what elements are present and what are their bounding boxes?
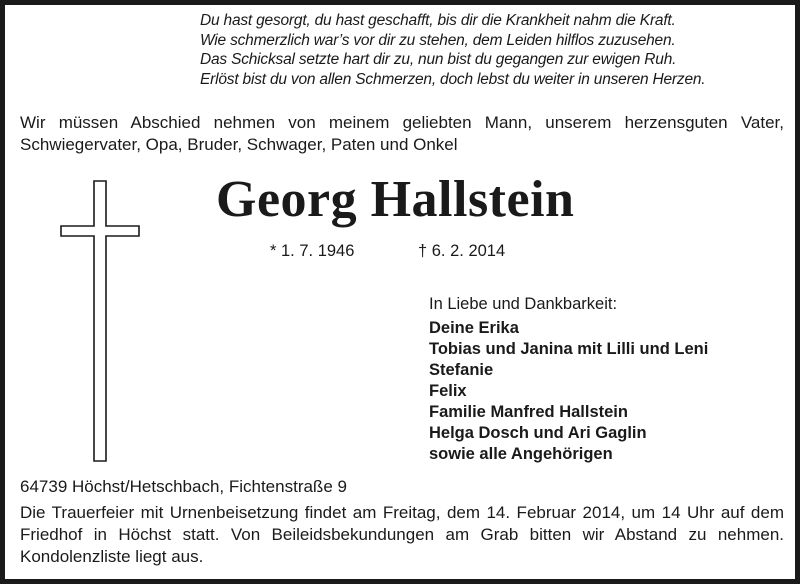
poem-line: Du hast gesorgt, du hast geschafft, bis dir die Krankheit nahm die Kraft. bbox=[200, 12, 676, 29]
family-member: Familie Manfred Hallstein bbox=[429, 403, 628, 421]
poem bbox=[200, 11, 705, 89]
birth-date: * 1. 7. 1946 bbox=[270, 242, 355, 260]
family-member: Felix bbox=[429, 382, 467, 400]
intro-line-1: Wir müssen Abschied nehmen von meinem geliebten Mann, unserem herzensguten Vater, bbox=[20, 113, 784, 132]
family-member: Tobias und Janina mit Lilli und Leni bbox=[429, 340, 709, 358]
funeral-info: Die Trauerfeier mit Urnenbeisetzung findet am Freitag, dem 14. Februar 2014, um 14 Uhr auf dem Friedhof in Höchst statt. Von Beileidsbekundungen am Grab bitten wir Abstand zu nehmen. Kondolenzliste liegt aus. bbox=[20, 503, 784, 566]
poem-line: Wie schmerzlich war’s vor dir zu stehen, dem Leiden hilflos zuzusehen. bbox=[200, 31, 676, 49]
family-heading: In Liebe und Dankbarkeit: bbox=[429, 295, 618, 313]
family-member: Helga Dosch und Ari Gaglin bbox=[429, 424, 647, 442]
family-member: Stefanie bbox=[429, 361, 494, 379]
poem-line: Erlöst bist du von allen Schmerzen, doch lebst du weiter in unseren Herzen. bbox=[200, 70, 706, 88]
death-date: † 6. 2. 2014 bbox=[418, 242, 506, 260]
poem-line: Das Schicksal setzte hart dir zu, nun bist du gegangen zur ewigen Ruh. bbox=[200, 51, 677, 69]
deceased-name: Georg Hallstein bbox=[216, 171, 575, 228]
family-member: Deine Erika bbox=[429, 319, 519, 337]
intro-line-2: Schwiegervater, Opa, Bruder, Schwager, Paten und Onkel bbox=[20, 135, 458, 154]
family-member: sowie alle Angehörigen bbox=[429, 445, 613, 463]
family-list bbox=[429, 294, 708, 465]
cross-icon bbox=[60, 180, 140, 462]
address: 64739 Höchst/Hetschbach, Fichtenstraße 9 bbox=[20, 477, 347, 496]
